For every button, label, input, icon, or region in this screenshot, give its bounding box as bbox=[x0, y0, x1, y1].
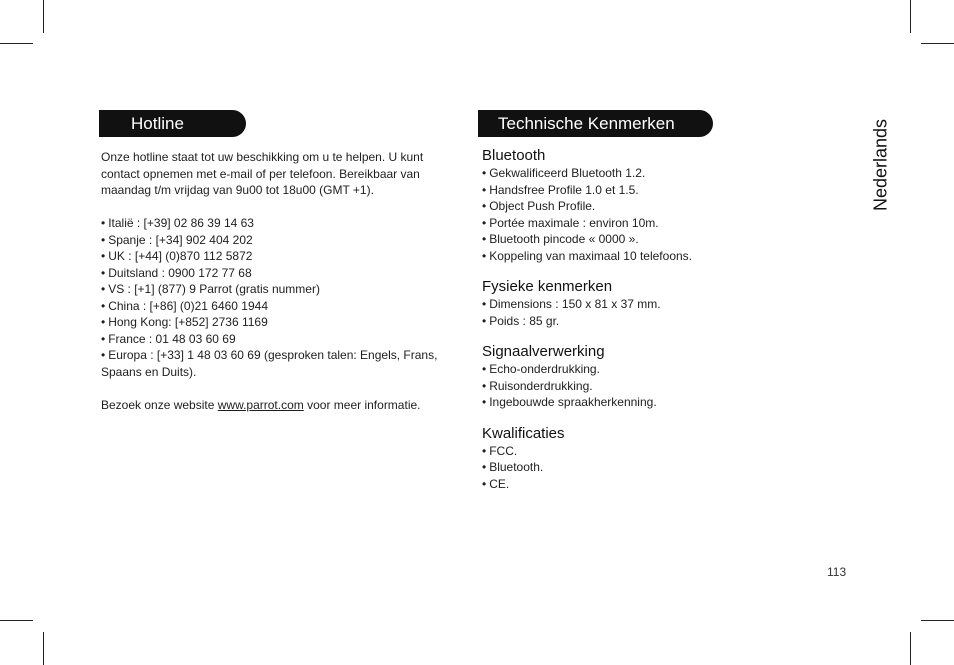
hotline-number: Italië : [+39] 02 86 39 14 63 bbox=[108, 216, 254, 230]
spec-list bbox=[482, 443, 802, 493]
website-suffix: voor meer informatie. bbox=[303, 397, 421, 412]
spec-item: Poids : 85 gr. bbox=[489, 313, 560, 328]
specs-title bbox=[478, 110, 713, 137]
list-item bbox=[101, 232, 451, 249]
spec-heading: Signaalverwerking bbox=[482, 343, 605, 360]
hotline-number: UK : [+44] (0)870 112 5872 bbox=[108, 249, 253, 263]
page-number: 113 bbox=[827, 565, 847, 579]
bullet: • bbox=[482, 362, 487, 376]
spec-item: Gekwalificeerd Bluetooth 1.2. bbox=[489, 166, 646, 180]
bullet: • bbox=[482, 182, 487, 197]
crop-mark bbox=[921, 43, 954, 44]
list-item bbox=[101, 314, 451, 331]
hotline-title bbox=[99, 110, 246, 137]
hotline-column bbox=[101, 149, 451, 413]
website-sentence bbox=[101, 397, 451, 414]
spec-item: Ingebouwde spraakherkenning. bbox=[489, 395, 657, 409]
list-item bbox=[482, 313, 802, 330]
website-link[interactable]: www.parrot.com bbox=[217, 397, 304, 412]
list-item bbox=[482, 443, 802, 460]
spec-list bbox=[482, 165, 802, 264]
bullet: • bbox=[482, 378, 487, 393]
spec-item: Bluetooth pincode « 0000 ». bbox=[489, 232, 639, 246]
hotline-title-text: Hotline bbox=[131, 114, 184, 133]
crop-mark bbox=[43, 0, 44, 33]
bullet: • bbox=[482, 395, 487, 409]
hotline-number: France : 01 48 03 60 69 bbox=[108, 331, 236, 346]
bullet: • bbox=[482, 199, 487, 213]
spec-item: FCC. bbox=[489, 443, 518, 458]
list-item bbox=[101, 265, 451, 282]
language-side-label: Nederlands bbox=[870, 118, 891, 212]
bullet: • bbox=[482, 460, 487, 474]
bullet: • bbox=[482, 248, 487, 263]
crop-mark bbox=[0, 620, 33, 621]
spec-item: Handsfree Profile 1.0 et 1.5. bbox=[489, 182, 639, 197]
crop-mark bbox=[0, 43, 33, 44]
spec-list bbox=[482, 361, 802, 411]
list-item bbox=[101, 248, 451, 265]
crop-mark bbox=[921, 620, 954, 621]
bullet: • bbox=[482, 443, 487, 458]
list-item bbox=[101, 215, 451, 232]
bullet: • bbox=[101, 216, 106, 230]
bullet: • bbox=[101, 265, 106, 280]
spec-item: Echo-onderdrukking. bbox=[489, 362, 600, 376]
spec-item: Dimensions : 150 x 81 x 37 mm. bbox=[489, 297, 661, 311]
hotline-number: Hong Kong: [+852] 2736 1169 bbox=[108, 315, 268, 329]
hotline-number: Europa : [+33] 1 48 03 60 69 (gesproken talen: Engels, Frans, Spaans en Duits). bbox=[101, 348, 438, 379]
hotline-number: Spanje : [+34] 902 404 202 bbox=[108, 232, 253, 247]
bullet: • bbox=[482, 297, 487, 311]
hotline-intro: Onze hotline staat tot uw beschikking om u te helpen. U kunt contact opnemen met e-mail of per telefoon. Bereikbaar van maandag t/m vrijdag van 9u00 tot 18u00 (GMT +1). bbox=[101, 150, 424, 197]
spec-section-bluetooth bbox=[482, 147, 802, 264]
spec-item: Ruisonderdrukking. bbox=[489, 378, 593, 393]
bullet: • bbox=[482, 215, 487, 230]
spec-list bbox=[482, 296, 802, 329]
spec-item: Portée maximale : environ 10m. bbox=[489, 215, 659, 230]
list-item bbox=[101, 298, 451, 315]
list-item bbox=[482, 394, 802, 411]
spec-heading: Bluetooth bbox=[482, 147, 546, 164]
bullet: • bbox=[482, 166, 487, 180]
spec-section-signal bbox=[482, 343, 802, 411]
specs-title-text: Technische Kenmerken bbox=[498, 114, 675, 133]
spec-section-physical bbox=[482, 278, 802, 329]
spec-item: Koppeling van maximaal 10 telefoons. bbox=[489, 248, 692, 263]
list-item bbox=[482, 476, 802, 493]
hotline-number: China : [+86] (0)21 6460 1944 bbox=[108, 298, 268, 313]
spacer bbox=[101, 199, 451, 216]
list-item bbox=[482, 198, 802, 215]
list-item bbox=[482, 215, 802, 232]
bullet: • bbox=[101, 331, 106, 346]
spacer bbox=[101, 380, 451, 397]
list-item bbox=[482, 165, 802, 182]
list-item bbox=[482, 378, 802, 395]
spec-item: Bluetooth. bbox=[489, 460, 544, 474]
bullet: • bbox=[101, 315, 106, 329]
hotline-number-list bbox=[101, 215, 451, 380]
list-item bbox=[482, 182, 802, 199]
list-item bbox=[101, 347, 451, 380]
crop-mark bbox=[910, 632, 911, 665]
bullet: • bbox=[482, 232, 487, 246]
crop-mark bbox=[43, 632, 44, 665]
specs-column bbox=[482, 147, 802, 506]
list-item bbox=[101, 281, 451, 298]
hotline-number: Duitsland : 0900 172 77 68 bbox=[108, 265, 252, 280]
list-item bbox=[482, 231, 802, 248]
list-item bbox=[101, 331, 451, 348]
bullet: • bbox=[482, 313, 487, 328]
bullet: • bbox=[101, 282, 106, 296]
spec-item: Object Push Profile. bbox=[489, 199, 596, 213]
list-item bbox=[482, 248, 802, 265]
list-item bbox=[482, 296, 802, 313]
bullet: • bbox=[101, 298, 106, 313]
spec-item: CE. bbox=[489, 476, 510, 491]
bullet: • bbox=[101, 232, 106, 247]
hotline-number: VS : [+1] (877) 9 Parrot (gratis nummer) bbox=[108, 282, 320, 296]
bullet: • bbox=[101, 348, 106, 362]
crop-mark bbox=[910, 0, 911, 33]
spec-heading: Kwalificaties bbox=[482, 424, 565, 442]
bullet: • bbox=[482, 476, 487, 491]
website-prefix: Bezoek onze website bbox=[101, 397, 218, 412]
list-item bbox=[482, 459, 802, 476]
list-item bbox=[482, 361, 802, 378]
bullet: • bbox=[101, 249, 106, 263]
spec-heading: Fysieke kenmerken bbox=[482, 278, 613, 295]
spec-section-qualifications bbox=[482, 425, 802, 493]
